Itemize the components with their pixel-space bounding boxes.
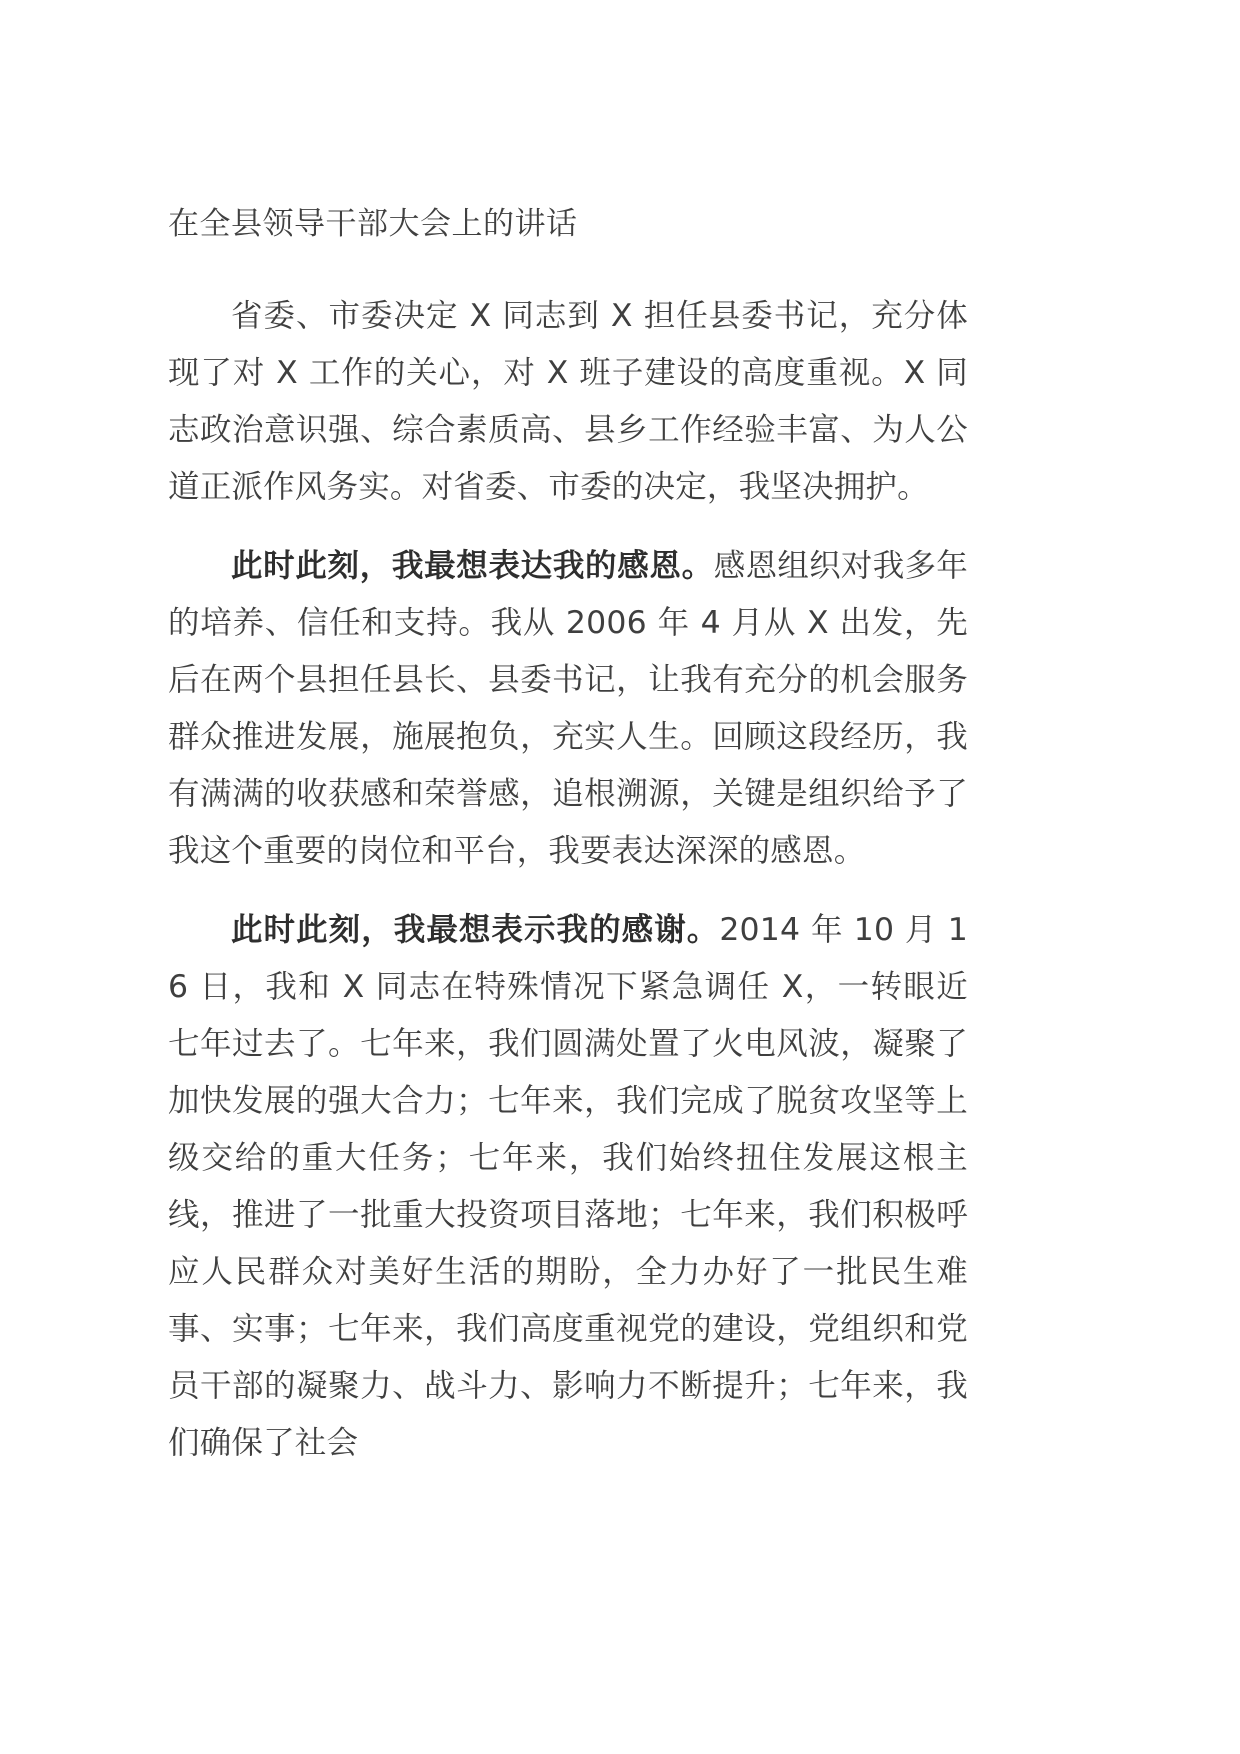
document-body: [168, 288, 968, 1472]
page-title: 在全县领导干部大会上的讲话: [168, 206, 578, 242]
paragraph-2-lead: 此时此刻，我最想表达我的感恩。: [231, 547, 714, 584]
paragraph-2-text: 感恩组织对我多年的培养、信任和支持。我从 2006 年 4 月从 X 出发，先后在两个县担任县长、县委书记，让我有充分的机会服务群众推进发展，施展抱负，充实人生。回顾这段经历，我有满满的收获感和荣誉感，追根溯源，关键是组织给予了我这个重要的岗位和平台，我要表达深深的感恩。: [168, 547, 968, 869]
paragraph-3: [168, 902, 968, 1472]
paragraph-1-text: 省委、市委决定 X 同志到 X 担任县委书记，充分体现了对 X 工作的关心，对 X 班子建设的高度重视。X 同志政治意识强、综合素质高、县乡工作经验丰富、为人公道正派作风务实。对省委、市委的决定，我坚决拥护。: [168, 297, 968, 505]
paragraph-1: [168, 288, 968, 516]
paragraph-3-text: 2014 年 10 月 16 日，我和 X 同志在特殊情况下紧急调任 X，一转眼近七年过去了。七年来，我们圆满处置了火电风波，凝聚了加快发展的强大合力；七年来，我们完成了脱贫攻坚等上级交给的重大任务；七年来，我们始终扭住发展这根主线，推进了一批重大投资项目落地；七年来，我们积极呼应人民群众对美好生活的期盼，全力办好了一批民生难事、实事；七年来，我们高度重视党的建设，党组织和党员干部的凝聚力、战斗力、影响力不断提升；七年来，我们确保了社会: [168, 911, 968, 1461]
paragraph-2: [168, 538, 968, 880]
paragraph-3-lead: 此时此刻，我最想表示我的感谢。: [231, 911, 720, 948]
